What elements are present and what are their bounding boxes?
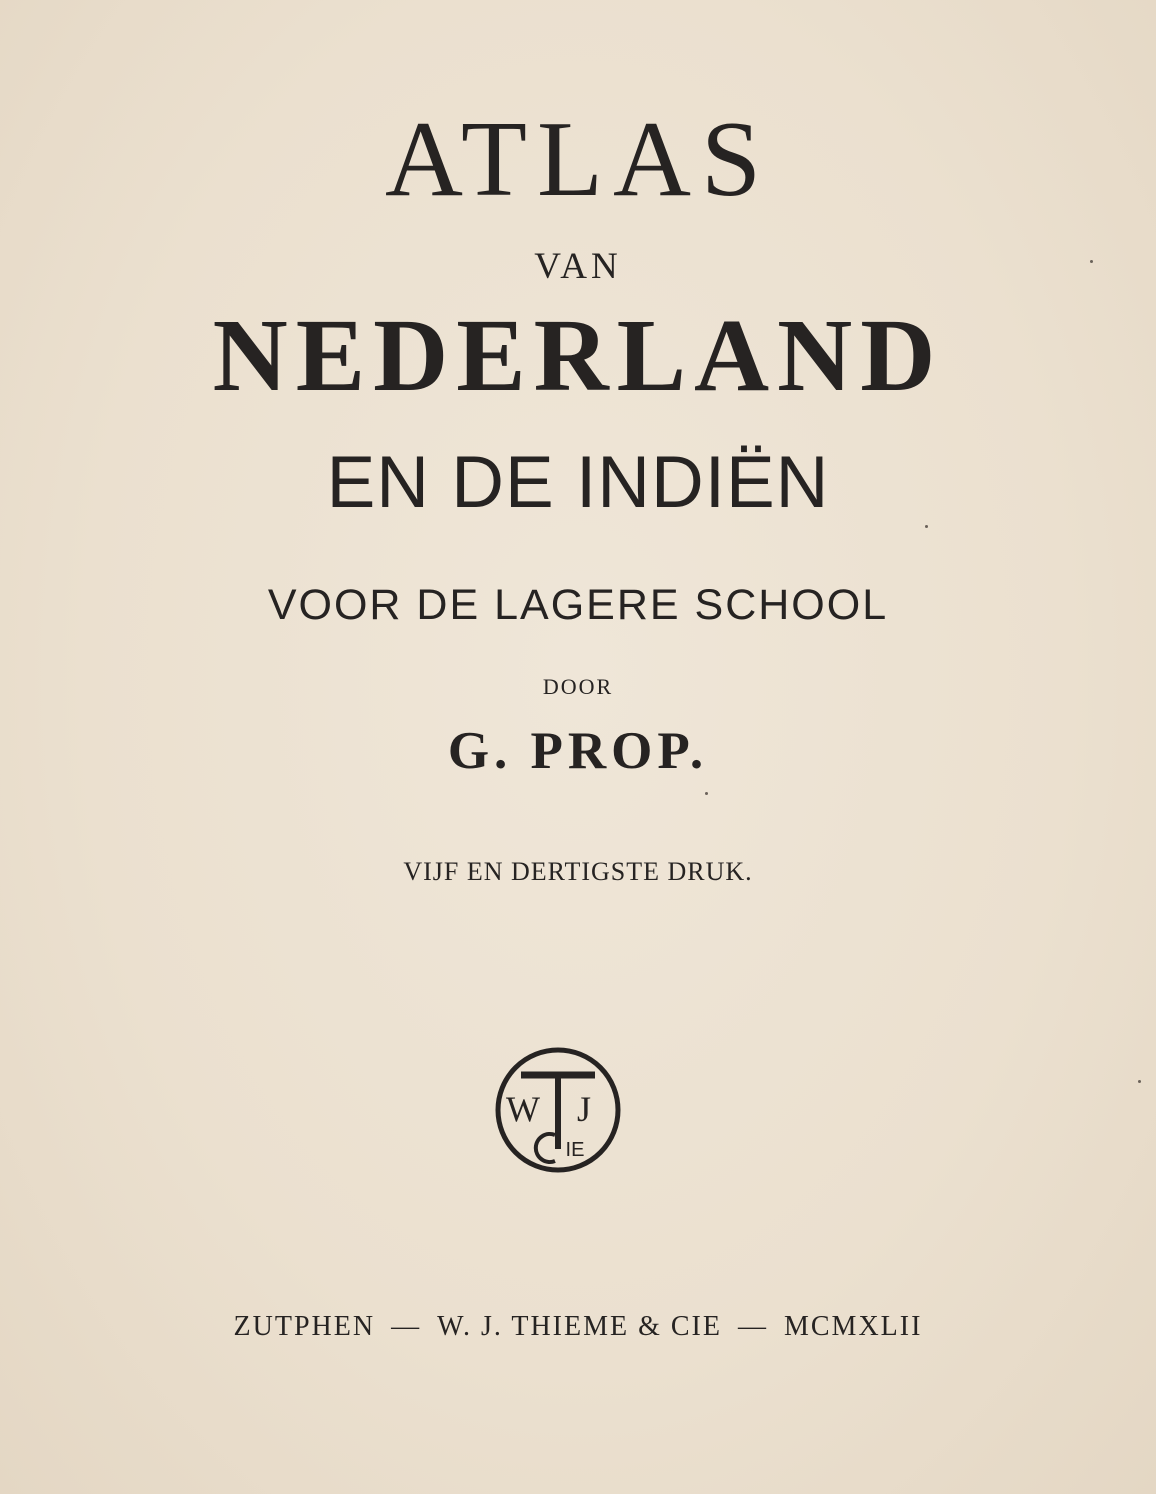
- svg-text:W: W: [506, 1089, 540, 1129]
- imprint-year: MCMXLII: [783, 1311, 923, 1342]
- paper-speck: [925, 525, 928, 528]
- title-atlas: ATLAS: [384, 100, 772, 219]
- svg-text:J: J: [576, 1089, 592, 1129]
- publisher-monogram-icon: [493, 1045, 623, 1175]
- title-van: VAN: [534, 246, 622, 287]
- imprint-city: ZUTPHEN: [233, 1311, 376, 1342]
- imprint-separator: —: [391, 1311, 422, 1342]
- subtitle: VOOR DE LAGERE SCHOOL: [267, 581, 889, 629]
- byline-label: DOOR: [542, 674, 614, 699]
- svg-text:IE: IE: [565, 1139, 585, 1161]
- title-nederland: NEDERLAND: [212, 298, 944, 413]
- title-en-de-indien: EN DE INDIËN: [326, 442, 830, 523]
- author-name: G. PROP.: [447, 722, 709, 780]
- paper-speck: [705, 792, 708, 795]
- edition-statement: VIJF EN DERTIGSTE DRUK.: [403, 857, 753, 886]
- paper-speck: [1090, 260, 1093, 263]
- imprint-publisher: W. J. THIEME & CIE: [437, 1311, 722, 1342]
- imprint-separator: —: [737, 1311, 768, 1342]
- imprint-line: [0, 1307, 1156, 1347]
- paper-speck: [1138, 1080, 1141, 1083]
